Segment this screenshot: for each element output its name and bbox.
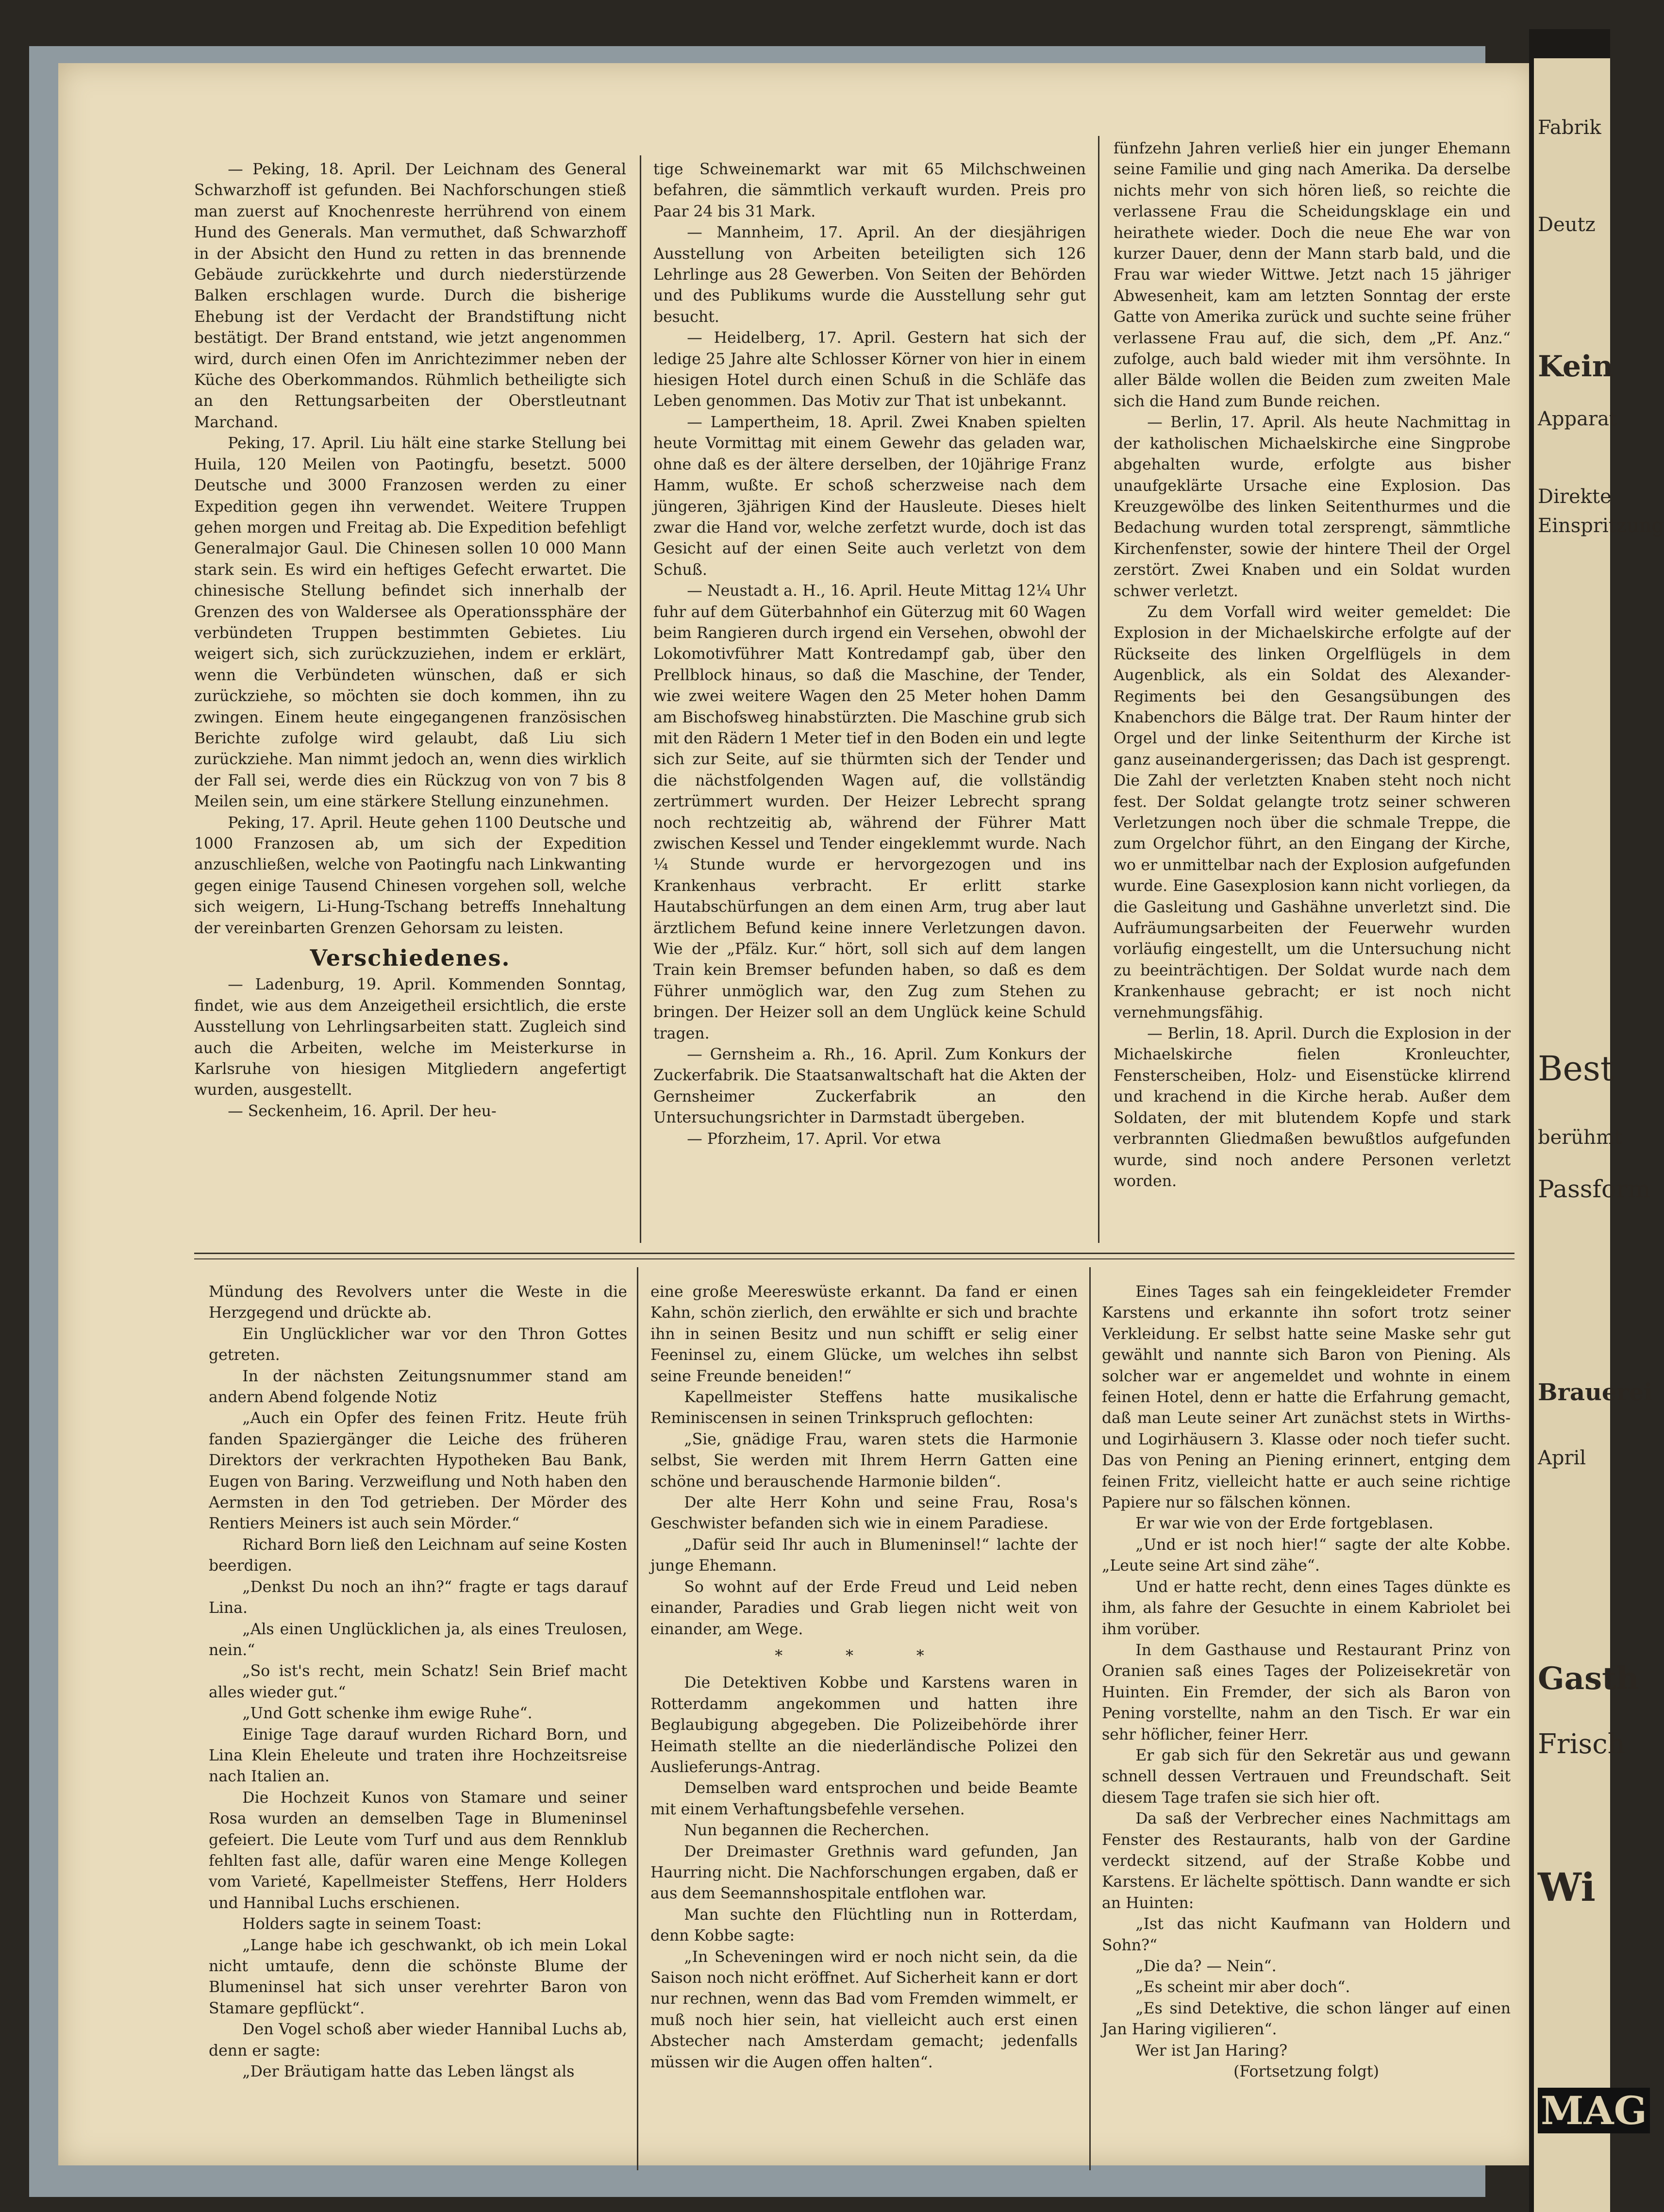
news-column-3 [1114,138,1511,1243]
news-column-2 [653,159,1086,1243]
story-paragraph: Die Detektiven Kobbe und Karstens waren in Rotterdamm angekommen und hatten ihre Beglaubigung abgegeben. Die Polizeibehörde ihrer Heimath stellte an die niederländische Polizei den Auslieferungs-Antrag. [650,1674,1078,1776]
adjacent-fragment: Brauerei [1538,1379,1653,1406]
story-paragraph: Da saß der Verbrecher eines Nachmittags am Fenster des Restaurants, halb von der Gardine verdeckt sitzend, auf der Straße Kobbe und Karstens. Er lächelte spöttisch. Dann wandte er sich an Huinten: [1102,1810,1511,1912]
news-item: — Peking, 18. April. Der Leichnam des General Schwarzhoff ist gefunden. Bei Nachforschungen stieß man zuerst auf Knochenreste herrührend von einem Hund des Generals. Man vermuthet, daß Schwarzhoff in der Absicht den Hund zu retten in das brennende Gebäude zurückkehrte und durch niederstürzende Balken erschlagen wurde. Durch die bisherige Ehebung ist der Verdacht der Brandstiftung nicht bestätigt. Der Brand entstand, wie jetzt angenommen wird, durch einen Ofen im Anrichtezimmer neben der Küche des Oberkommandos. Rühmlich betheiligte sich an den Rettungsarbeiten der Oberstleutnant Marchand. [194,161,626,431]
column-rule [1098,136,1099,1243]
news-item: — Berlin, 17. April. Als heute Nachmittag in der katholischen Michaelskirche eine Singprobe abgehalten wurde, erfolgte aus bisher unaufgeklärte Ursache eine Explosion. Das Kreuzgewölbe des linken Seitenthurmes und die Bedachung wurden total zersprengt, sämmtliche Kirchenfenster, sowie der hintere Theil der Orgel zerstört. Zwei Knaben und ein Soldat wurden schwer verletzt. [1114,414,1511,600]
adjacent-fragment: Best [1538,1049,1614,1089]
adjacent-page-edge [1534,58,1664,2212]
story-paragraph: Richard Born ließ den Leichnam auf seine Kosten beerdigen. [209,1536,627,1575]
news-column-1 [194,159,626,1243]
feuilleton-column-2 [650,1282,1078,2170]
news-item: Peking, 17. April. Liu hält eine starke Stellung bei Huila, 120 Meilen von Paotingfu, besetzt. 5000 Deutsche und 3000 Franzosen werden zu einer Expedition gegen ihn verwendet. Weitere Truppen gehen morgen und Freitag ab. Die Expedition befehligt Generalmajor Gaul. Die Chinesen sollen 10 000 Mann stark sein. Es wird ein heftiges Gefecht erwartet. Die chinesische Stellung befindet sich innerhalb der Grenzen des von Waldersee als Operationssphäre der verbündeten Truppen bestimmten Gebietes. Liu weigert sich, sich zurückzuziehen, indem er erklärt, wenn die Verbündeten wünschen, daß er sich zurückziehe, so möchten sie doch kommen, ihn zu zwingen. Einem heute eingegangenen französischen Berichte zufolge wird gelaubt, daß Liu sich zurückziehe. Man nimmt jedoch an, wenn dies wirklich der Fall sei, werde dies ein Rückzug von von 7 bis 8 Meilen sein, um eine stärkere Stellung einzunehmen. [194,435,626,811]
news-item: — Ladenburg, 19. April. Kommenden Sonntag, findet, wie aus dem Anzeigetheil ersichtlich, die erste Ausstellung von Lehrlingsarbeiten statt. Zugleich sind auch die Arbeiten, welche im Meisterkurse in Karlsruhe von hiesigen Mitgliedern angefertigt wurden, ausgestellt. [194,976,626,1099]
story-paragraph: „Sie, gnädige Frau, waren stets die Harmonie selbst, Sie werden mit Ihrem Herrn Gatten eine schöne und berauschende Harmonie bilden“. [650,1430,1078,1491]
adjacent-fragment: Kein [1538,350,1614,384]
story-paragraph: Demselben ward entsprochen und beide Beamte mit einem Verhaftungsbefehle versehen. [650,1779,1078,1818]
feuilleton-column-1 [209,1282,627,2170]
story-paragraph: Wer ist Jan Haring? [1135,2042,1288,2060]
story-paragraph: Und er hatte recht, denn eines Tages dünkte es ihm, als fahre der Gesuchte in einem Kabriolet bei ihm vorüber. [1102,1578,1511,1638]
feuilleton-column-3 [1102,1282,1511,2170]
adjacent-fragment: Deutz [1538,214,1596,236]
story-paragraph: „Es sind Detektive, die schon länger auf einen Jan Haring vigilieren“. [1102,1999,1511,2039]
story-paragraph: Kapellmeister Steffens hatte musikalische Reminiscensen in seinen Trinkspruch geflochten: [650,1389,1078,1427]
news-item: — Lampertheim, 18. April. Zwei Knaben spielten heute Vormittag mit einem Gewehr das geladen war, ohne daß es der ältere derselben, der 10jährige Franz Hamm, wußte. Er schoß scherzweise nach dem jüngeren, 3jährigen Kind der Hausleute. Dieses hielt zwar die Hand vor, welche zerfetzt wurde, doch ist das Gesicht auf der einen Seite auch verletzt von dem Schuß. [653,413,1086,579]
story-paragraph: „In Scheveningen wird er noch nicht sein, da die Saison noch nicht eröffnet. Auf Sicherheit kann er dort nur rechnen, wenn das Bad vom Fremden wimmelt, er muß noch hier sein, hat vielleicht auch erst einen Abstecher nach Amsterdam gemacht; jedenfalls müssen wir die Augen offen halten“. [650,1948,1078,2071]
story-paragraph: „Der Bräutigam hatte das Leben längst als [242,2063,575,2081]
section-break-stars: * * * [775,1647,953,1665]
news-item: — Neustadt a. H., 16. April. Heute Mittag 12¼ Uhr fuhr auf dem Güterbahnhof ein Güterzug mit 60 Wagen beim Rangieren durch irgend ein Versehen, obwohl der Lokomotivführer Matt Kontredampf gab, über den Prellblock hinaus, so daß die Maschine, der Tender, wie zwei weitere Wagen den 25 Meter hohen Damm am Bischofsweg hinabstürzten. Die Maschine grub sich mit den Rädern 1 Meter tief in den Boden ein und legte sich zur Seite, auf sie thürmten sich der Tender und die nächstfolgenden Wagen auf, die vollständig zertrümmert wurden. Der Heizer Lebrecht sprang noch rechtzeitig ab, während der Führer Matt zwischen Kessel und Tender eingeklemmt wurde. Nach ¼ Stunde wurde er hervorgezogen und ins Krankenhaus verbracht. Er erlitt starke Hautabschürfungen an dem einen Arm, trug aber laut ärztlichem Befund keine innere Verletzungen davon. Wie der „Pfälz. Kur.“ hört, soll sich auf dem langen Train kein Bremser befunden haben, so daß es dem Führer unmöglich war, den Zug zum Stehen zu bringen. Der Heizer soll an dem Unglück keine Schuld tragen. [653,582,1086,1042]
story-paragraph: Er gab sich für den Sekretär aus und gewann schnell dessen Vertrauen und Freundschaft. Seit diesem Tage trafen sie sich hier oft. [1102,1746,1511,1807]
news-item: — Berlin, 18. April. Durch die Explosion in der Michaelskirche fielen Kronleuchter, Fensterscheiben, Holz- und Eisenstücke klirrend und krachend in die Kirche herab. Außer dem Soldaten, der mit blutendem Kopfe und stark verbrannten Gliedmaßen bewußtlos aufgefunden wurde, sind noch andere Personen verletzt worden. [1114,1025,1511,1190]
column-rule [637,1267,638,2170]
adjacent-fragment: Gasth [1538,1660,1639,1697]
story-paragraph: Eines Tages sah ein feingekleideter Fremder Karstens und erkannte ihn sofort trotz seiner Verkleidung. Er selbst hatte seine Maske sehr gut gewählt und nannte sich Baron von Piening. Als solcher war er angemeldet und wohnte in einem feinen Hotel, denn er hatte die Erfahrung gemacht, daß man Leute seiner Art zunächst stets in Wirths- und Logirhäusern 3. Klasse oder noch tiefer sucht. Das von Pening an Piening erinnert, entging dem feinen Fritz, vielleicht hatte er auch seine richtige Papiere nur so fälschen können. [1102,1283,1511,1512]
column-rule [1089,1267,1091,2170]
news-item: — Seckenheim, 16. April. Der heu- [228,1102,497,1120]
story-paragraph: „Die da? — Nein“. [1135,1958,1277,1975]
adjacent-fragment: Einspritzung [1538,515,1664,537]
news-item: tige Schweinemarkt war mit 65 Milchschweinen befahren, die sämmtlich verkauft wurden. Preis pro Paar 24 bis 31 Mark. [653,161,1086,220]
news-item: — Mannheim, 17. April. An der diesjährigen Ausstellung von Arbeiten beteiligten sich 126 Lehrlinge aus 28 Gewerben. Von Seiten der Behörden und des Publikums wurde die Ausstellung sehr gut besucht. [653,224,1086,326]
adjacent-fragment: Apparat [1538,408,1617,430]
story-paragraph: So wohnt auf der Erde Freud und Leid neben einander, Paradies und Grab liegen nicht weit von einander, am Wege. [650,1578,1078,1638]
story-paragraph: Der Dreimaster Grethnis ward gefunden, Jan Haurring nicht. Die Nachforschungen ergaben, daß er aus dem Seemannshospitale entflohen war. [650,1843,1078,1903]
story-paragraph: „Lange habe ich geschwankt, ob ich mein Lokal nicht umtaufe, denn die schönste Blume der Blumeninsel hat sich unser verehrter Baron von Stamare gepflückt“. [209,1936,627,2017]
news-item: — Heidelberg, 17. April. Gestern hat sich der ledige 25 Jahre alte Schlosser Körner von hier in einem hiesigen Hotel durch einen Schuß in die Schläfe das Leben genommen. Das Motiv zur That ist unbekannt. [653,329,1086,410]
adjacent-fragment: April [1538,1447,1586,1469]
news-item: — Gernsheim a. Rh., 16. April. Zum Konkurs der Zuckerfabrik. Die Staatsanwaltschaft hat die Akten der Gernsheimer Zuckerfabrik an den Untersuchungsrichter in Darmstadt übergeben. [653,1046,1086,1127]
story-paragraph: In der nächsten Zeitungsnummer stand am andern Abend folgende Notiz [209,1367,627,1407]
adjacent-fragment: Fabrik [1538,117,1601,139]
story-paragraph: Einige Tage darauf wurden Richard Born, und Lina Klein Eheleute und traten ihre Hochzeitsreise nach Italien an. [209,1726,627,1786]
story-paragraph: Mündung des Revolvers unter die Weste in die Herzgegend und drückte ab. [209,1283,627,1322]
story-paragraph: „Es scheint mir aber doch“. [1135,1978,1350,1996]
story-paragraph: Man suchte den Flüchtling nun in Rotterdam, denn Kobbe sagte: [650,1906,1078,1945]
adjacent-fragment: Frisch [1538,1728,1625,1760]
story-paragraph: „Als einen Unglücklichen ja, als eines Treulosen, nein.“ [209,1620,627,1659]
news-item: fünfzehn Jahren verließ hier ein junger Ehemann seine Familie und ging nach Amerika. Da derselbe nichts mehr von sich hören ließ, so reichte die verlassene Frau die Scheidungsklage ein und heirathete wieder. Doch die neue Ehe war von kurzer Dauer, denn der Mann starb bald, und die Frau war wieder Wittwe. Jetzt nach 15 jähriger Abwesenheit, kam am letzten Sonntag der erste Gatte von Amerika zurück und suchte seine früher verlassene Frau auf, die sich, dem „Pf. Anz.“ zufolge, auch bald wieder mit ihm versöhnte. In aller Bälde wollen die Beiden zum zweiten Male sich die Hand zum Bunde reichen. [1114,140,1511,410]
story-paragraph: „So ist's recht, mein Schatz! Sein Brief macht alles wieder gut.“ [209,1662,627,1701]
story-paragraph: Er war wie von der Erde fortgeblasen. [1135,1515,1433,1533]
story-paragraph: Ein Unglücklicher war vor den Thron Gottes getreten. [209,1325,627,1364]
story-paragraph: Der alte Herr Kohn und seine Frau, Rosa's Geschwister befanden sich wie in einem Paradiese. [650,1494,1078,1533]
story-paragraph: Die Hochzeit Kunos von Stamare und seiner Rosa wurden an demselben Tage in Blumeninsel gefeiert. Die Leute vom Turf und aus dem Rennklub fehlten fast alle, dafür waren eine Menge Kollegen vom Varieté, Kapellmeister Steffens, Herr Holders und Hannibal Luchs erschienen. [209,1789,627,1912]
story-paragraph: Den Vogel schoß aber wieder Hannibal Luchs ab, denn er sagte: [209,2021,627,2060]
story-paragraph: In dem Gasthause und Restaurant Prinz von Oranien saß eines Tages der Polizeisekretär von Huinten. Ein Fremder, der sich als Baron von Pening vorstellte, nahm an den Tisch. Er war ein sehr höflicher, feiner Herr. [1102,1641,1511,1743]
column-rule [640,155,641,1243]
story-paragraph: „Auch ein Opfer des feinen Fritz. Heute früh fanden Spaziergänger die Leiche des früheren Direktors der verkrachten Hypotheken Bau Bank, Eugen von Baring. Verzweiflung und Noth haben den Aermsten in den Tod getrieben. Der Mörder des Rentiers Meiners ist auch sein Mörder.“ [209,1409,627,1533]
to-be-continued: (Fortsetzung folgt) [1233,2063,1379,2081]
story-paragraph: „Und er ist noch hier!“ sagte der alte Kobbe. „Leute seine Art sind zähe“. [1102,1536,1511,1575]
adjacent-fragment: MAG [1538,2088,1650,2133]
feuilleton-separator [194,1258,1514,1259]
story-paragraph: „Dafür seid Ihr auch in Blumeninsel!“ lachte der junge Ehemann. [650,1536,1078,1575]
adjacent-fragment: Passform [1538,1175,1651,1203]
story-paragraph: eine große Meereswüste erkannt. Da fand er einen Kahn, schön zierlich, den erwählte er sich und brachte ihn in seinen Besitz und nun schifft er selig einer Feeninsel zu, einem Glücke, um welches ihn selbst seine Freunde beneiden!“ [650,1283,1078,1385]
adjacent-fragment: berühmt [1538,1126,1622,1149]
story-paragraph: „Denkst Du noch an ihn?“ fragte er tags darauf Lina. [209,1578,627,1617]
story-paragraph: Holders sagte in seinem Toast: [242,1915,482,1933]
story-paragraph: „Und Gott schenke ihm ewige Ruhe“. [242,1705,532,1723]
news-item: Zu dem Vorfall wird weiter gemeldet: Die Explosion in der Michaelskirche erfolgte auf der Rückseite des linken Orgelflügels in dem Augenblick, als ein Soldat des Alexander-Regiments bei den Gesangsübungen des Knabenchors die Bälge trat. Der Raum hinter der Orgel und der linke Seitenthurm der Kirche ist ganz auseinandergerissen; das Dach ist gesprengt. Die Zahl der verletzten Knaben steht noch nicht fest. Der Soldat gelangte trotz seiner schweren Verletzungen noch über die schmale Treppe, die zum Orgelchor führt, an den Eingang der Kirche, wo er unmittelbar nach der Explosion aufgefunden wurde. Eine Gasexplosion kann nicht vorliegen, da die Gasleitung und Gashähne unverletzt sind. Die Aufräumungsarbeiten der Feuerwehr wurden vorläufig eingestellt, um die Untersuchung nicht zu beeinträchtigen. Der Soldat wurde nach dem Krankenhause gebracht; er ist noch nicht vernehmungsfähig. [1114,603,1511,1022]
story-paragraph: Nun begannen die Recherchen. [684,1822,930,1840]
section-heading: Verschiedenes. [310,945,511,972]
adjacent-fragment: Direkte [1538,486,1612,508]
story-paragraph: „Ist das nicht Kaufmann van Holdern und Sohn?“ [1102,1915,1511,1954]
news-item: — Pforzheim, 17. April. Vor etwa [687,1130,941,1148]
adjacent-fragment: Wi [1538,1864,1596,1910]
news-item: Peking, 17. April. Heute gehen 1100 Deutsche und 1000 Franzosen ab, um sich der Expedition anzuschließen, welche von Paotingfu nach Linkwanting gegen einige Tausend Chinesen vorgehen soll, welche sich weigern, Li-Hung-Tschang betreffs Innehaltung der vereinbarten Grenzen Gehorsam zu leisten. [194,814,626,937]
feuilleton-separator [194,1253,1514,1254]
